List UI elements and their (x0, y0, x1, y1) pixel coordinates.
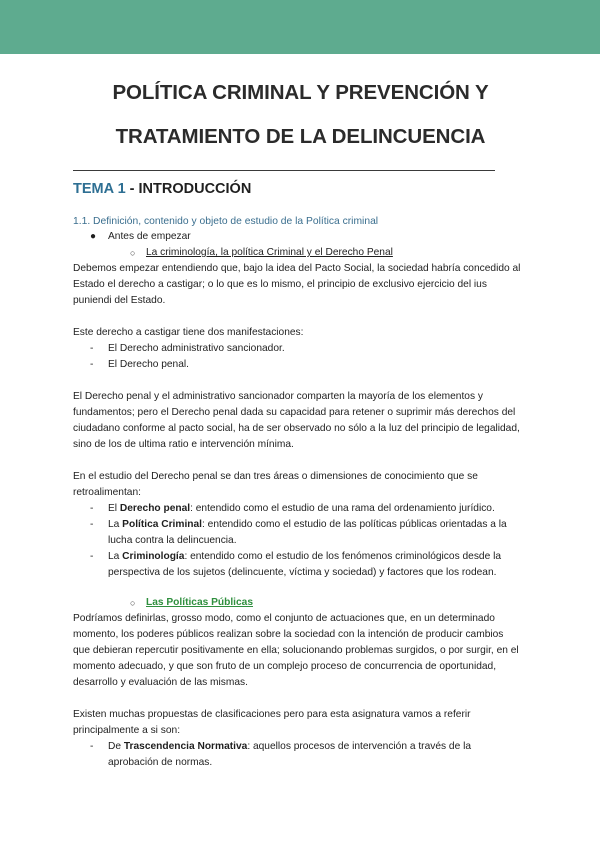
paragraph-pacto-social: Debemos empezar entendiendo que, bajo la idea del Pacto Social, la sociedad habría concedido al Estado el derecho a castigar; o lo que es lo mismo, el principio de exclusivo ejercicio del ius puniendi del Estado. (73, 263, 521, 306)
paragraph-tres-areas: En el estudio del Derecho penal se dan tres áreas o dimensiones de conocimiento que se retroalimentan: (73, 471, 478, 498)
paragraph-manifestaciones: Este derecho a castigar tiene dos manifestaciones: (73, 327, 304, 338)
subsection-heading: 1.1. Definición, contenido y objeto de estudio de la Política criminal (73, 216, 379, 227)
bullet-circle-icon: ○ (130, 598, 136, 608)
bullet-circle-icon: ○ (130, 248, 136, 258)
paragraph-derecho-penal: El Derecho penal y el administrativo sancionador comparten la mayoría de los elementos y fundamentos; pero el Derecho penal dada su capacidad para retener o suprimir más derechos del ciudadano conforme al pacto social, ha de ser observado no sólo a la luz del principio de legalidad, sino de los de ultima ratio e intervención mínima. (73, 391, 520, 450)
list-item: - La Política Criminal: entendido como el estudio de las políticas públicas orientadas a la lucha contra la delincuencia. (90, 519, 507, 546)
title-divider (73, 170, 495, 171)
list-item (73, 245, 528, 261)
section-number: TEMA 1 (73, 181, 126, 197)
list-item: ● Antes de empezar (73, 229, 528, 245)
dash-icon: - (90, 359, 94, 370)
list-item: - El Derecho penal. (73, 357, 528, 373)
dash-icon: - (90, 519, 94, 530)
title-line-2: TRATAMIENTO DE LA DELINCUENCIA (115, 125, 486, 148)
topic-link[interactable]: La criminología, la política Criminal y el Derecho Penal (146, 247, 393, 258)
list-item: - El Derecho administrativo sancionador. (73, 341, 528, 357)
list-item: - La Criminología: entendido como el estudio de los fenómenos criminológicos desde la perspectiva de los sujetos (delincuente, víctima y sociedad) y factores que los rodean. (90, 551, 502, 578)
section-title: - INTRODUCCIÓN (125, 181, 252, 197)
dash-icon: - (90, 741, 94, 752)
topic-link[interactable]: Las Políticas Públicas (146, 597, 254, 608)
document-title (63, 71, 538, 159)
document-body (73, 54, 528, 771)
section-heading (73, 179, 528, 199)
bullet-dot-icon: ● (90, 231, 97, 242)
top-color-band (0, 0, 600, 54)
dash-icon: - (90, 551, 94, 562)
list-item (73, 595, 528, 611)
paragraph-politicas-publicas: Podríamos definirlas, grosso modo, como el conjunto de actuaciones que, en un determinado momento, los poderes públicos realizan sobre la sociedad con la intención de producir cambios que debieran repercutir positivamente en ella; solucionando problemas surgidos, o por surgir, en el momento adecuado, y que son fruto de un complejo proceso de concurrencia de oportunidad, desarrollo y evaluación de las mismas. (73, 613, 519, 688)
dash-icon: - (90, 503, 94, 514)
dash-icon: - (90, 343, 94, 354)
paragraph-clasificaciones: Existen muchas propuestas de clasificaciones pero para esta asignatura vamos a referir principalmente a si son: (73, 709, 471, 736)
list-item: - El Derecho penal: entendido como el estudio de una rama del ordenamiento jurídico. (73, 501, 528, 517)
list-item: - De Trascendencia Normativa: aquellos procesos de intervención a través de la aprobación de normas. (90, 741, 472, 768)
title-line-1: POLÍTICA CRIMINAL Y PREVENCIÓN Y (112, 81, 489, 104)
